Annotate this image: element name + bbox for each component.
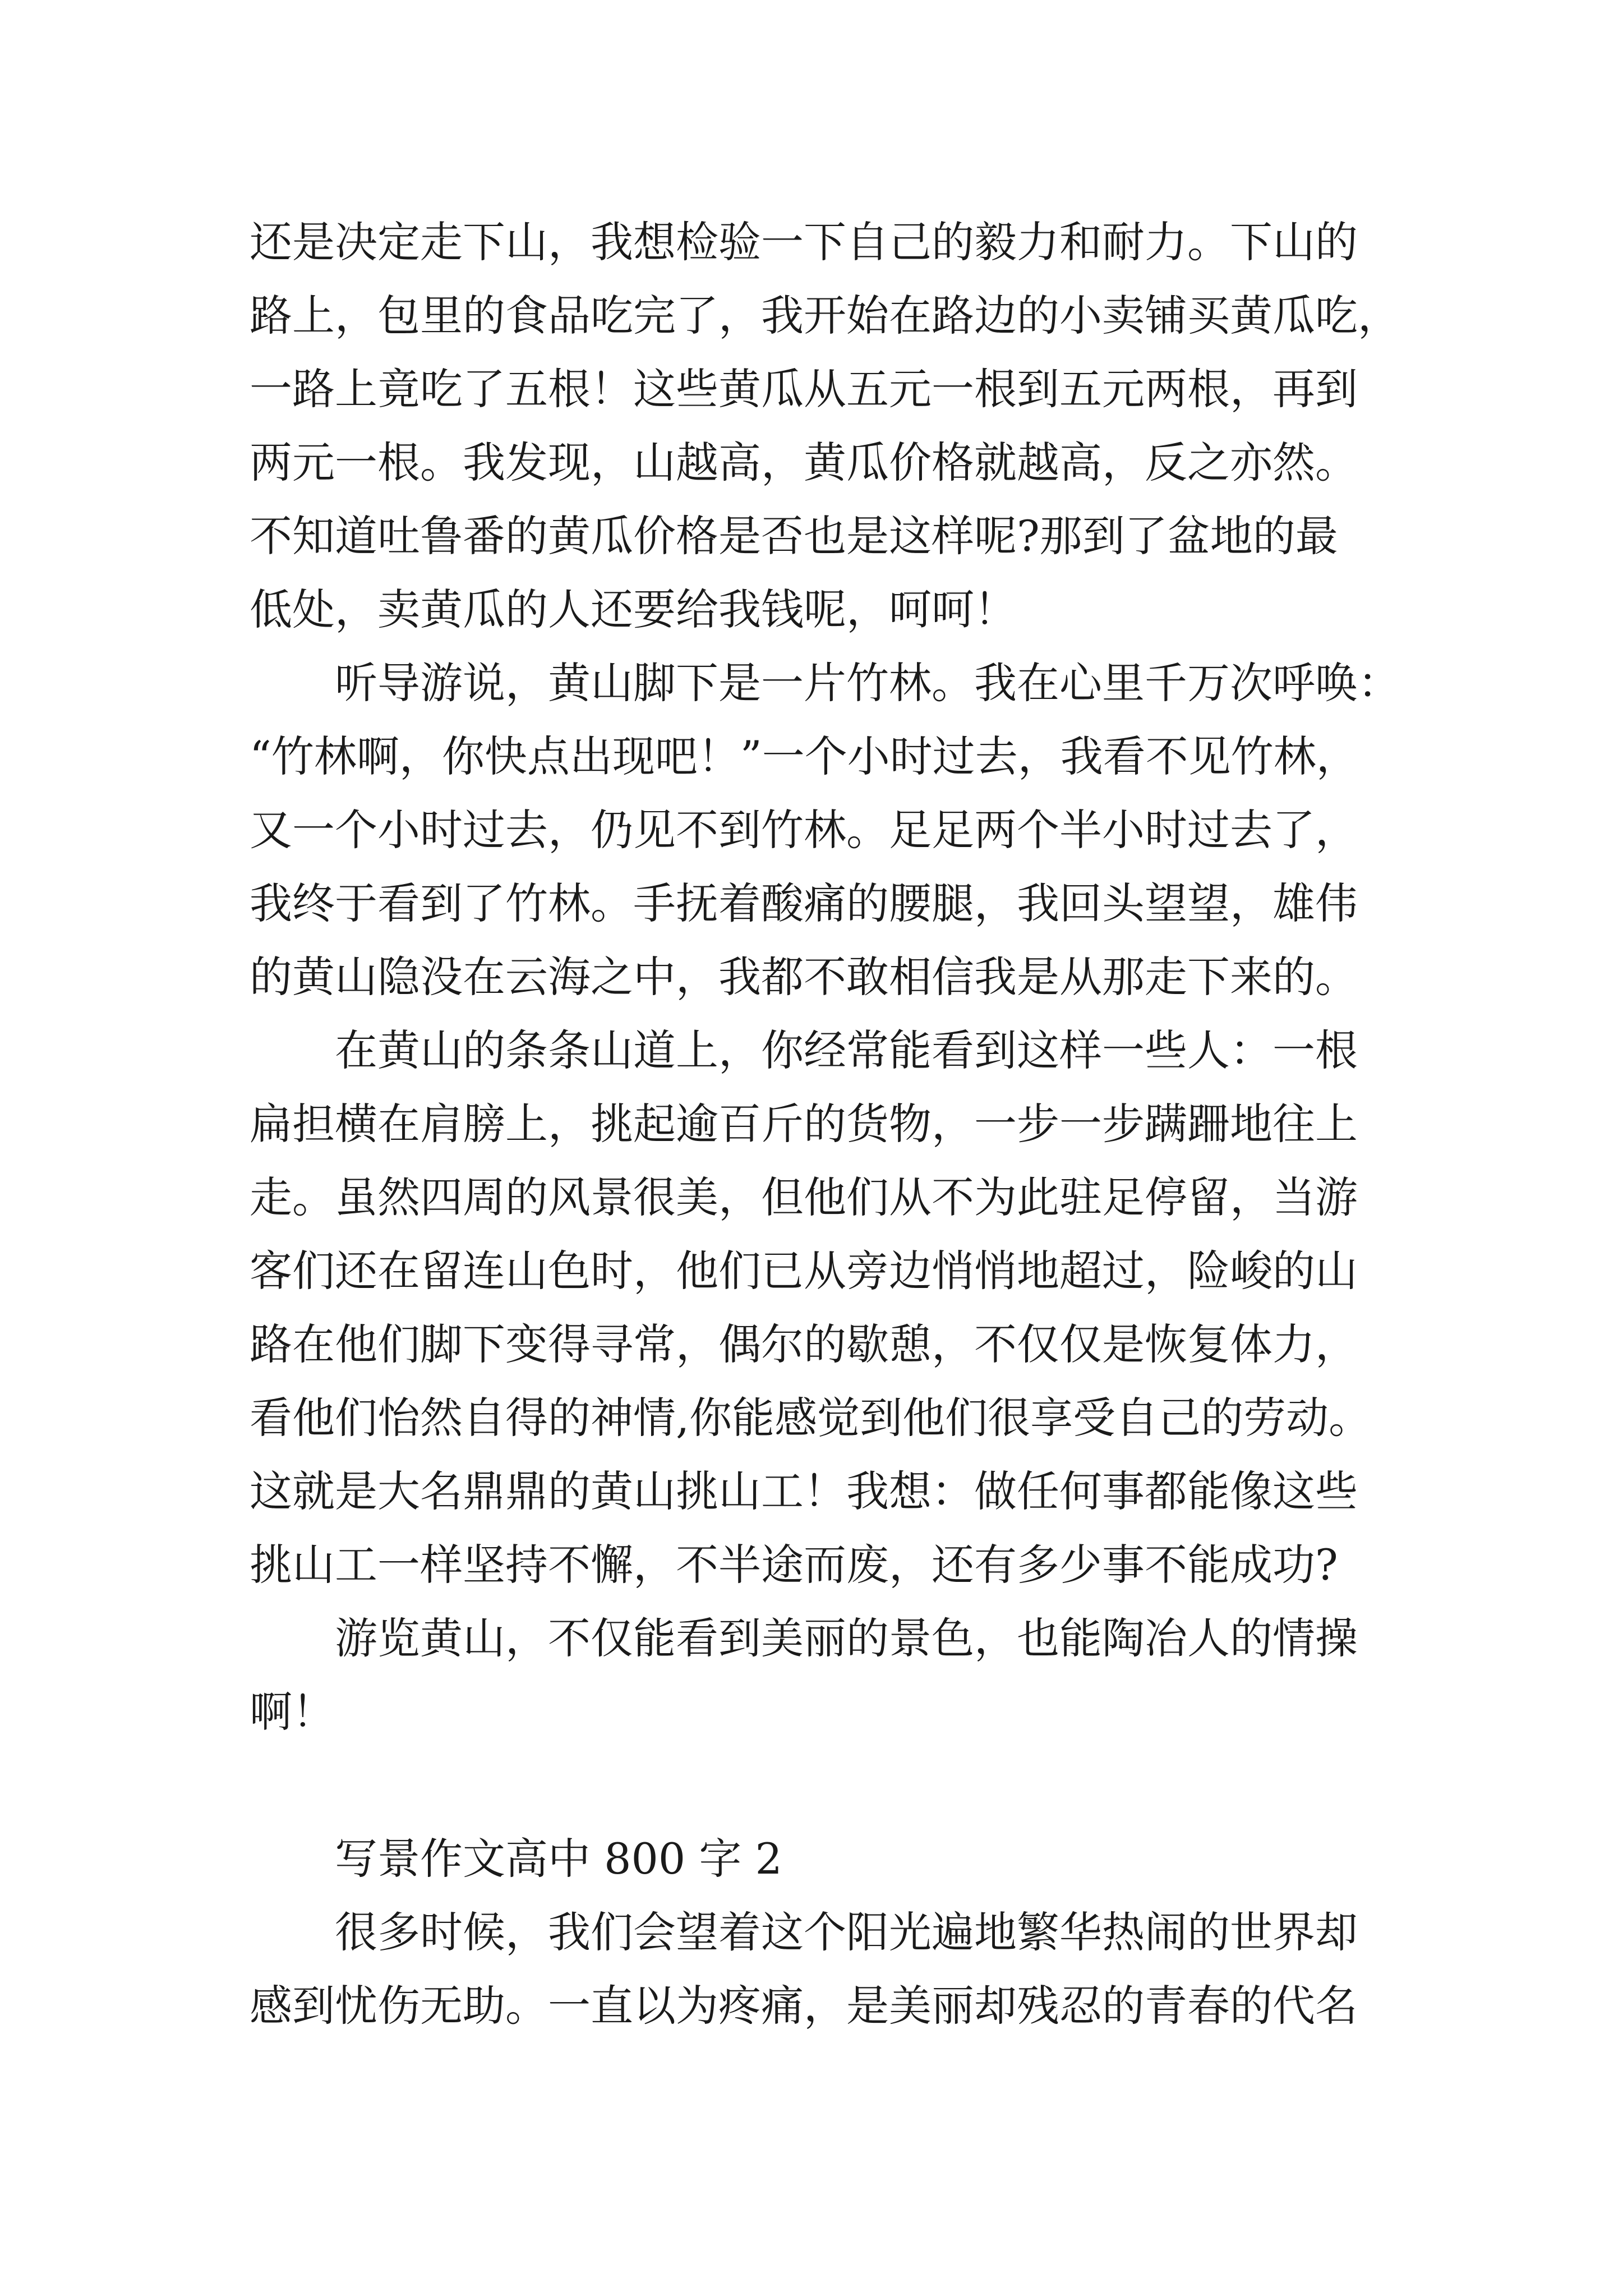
text-line: 游览黄山，不仅能看到美丽的景色，也能陶冶人的情操 — [250, 1613, 1358, 1663]
text-line: 挑山工一样坚持不懈，不半途而废，还有多少事不能成功? — [250, 1540, 1338, 1590]
text-line: 不知道吐鲁番的黄瓜价格是否也是这样呢?那到了盆地的最 — [250, 511, 1338, 561]
text-line: 又一个小时过去，仍见不到竹林。足足两个半小时过去了， — [250, 805, 1358, 855]
text-line: 听导游说，黄山脚下是一片竹林。我在心里千万次呼唤： — [250, 658, 1400, 708]
text-line: 这就是大名鼎鼎的黄山挑山工！我想：做任何事都能像这些 — [250, 1466, 1358, 1516]
text-line: 低处，卖黄瓜的人还要给我钱呢，呵呵！ — [250, 585, 1017, 634]
text-line: 路在他们脚下变得寻常，偶尔的歇憩，不仅仅是恢复体力， — [250, 1319, 1358, 1369]
text-line: 还是决定走下山，我想检验一下自己的毅力和耐力。下山的 — [250, 217, 1358, 267]
text-line: 客们还在留连山色时，他们已从旁边悄悄地超过，险峻的山 — [250, 1246, 1358, 1296]
text-line: 两元一根。我发现，山越高，黄瓜价格就越高，反之亦然。 — [250, 438, 1358, 487]
text-line: 在黄山的条条山道上，你经常能看到这样一些人：一根 — [250, 1025, 1358, 1075]
text-line: 走。虽然四周的风景很美，但他们从不为此驻足停留，当游 — [250, 1172, 1358, 1222]
text-line: 的黄山隐没在云海之中，我都不敢相信我是从那走下来的。 — [250, 952, 1358, 1002]
blank-line — [250, 1749, 1388, 1822]
text-line: 很多时候，我们会望着这个阳光遍地繁华热闹的世界却 — [250, 1907, 1358, 1957]
text-line: 扁担横在肩膀上，挑起逾百斤的货物，一步一步蹒跚地往上 — [250, 1099, 1358, 1149]
text-line: “竹林啊，你快点出现吧！”一个小时过去，我看不见竹林， — [250, 731, 1359, 781]
text-line: 路上，包里的食品吃完了，我开始在路边的小卖铺买黄瓜吃， — [250, 291, 1400, 341]
section-heading: 写景作文高中 800 字 2 — [250, 1834, 782, 1884]
text-line: 我终于看到了竹林。手抚着酸痛的腰腿，我回头望望，雄伟 — [250, 878, 1358, 928]
text-line: 感到忧伤无助。一直以为疼痛，是美丽却残忍的青春的代名 — [250, 1981, 1358, 2031]
document-body — [250, 205, 1400, 2042]
text-line: 看他们怡然自得的神情,你能感觉到他们很享受自己的劳动。 — [250, 1393, 1372, 1443]
text-line: 一路上竟吃了五根！这些黄瓜从五元一根到五元两根，再到 — [250, 364, 1358, 414]
text-line: 啊！ — [250, 1687, 335, 1737]
